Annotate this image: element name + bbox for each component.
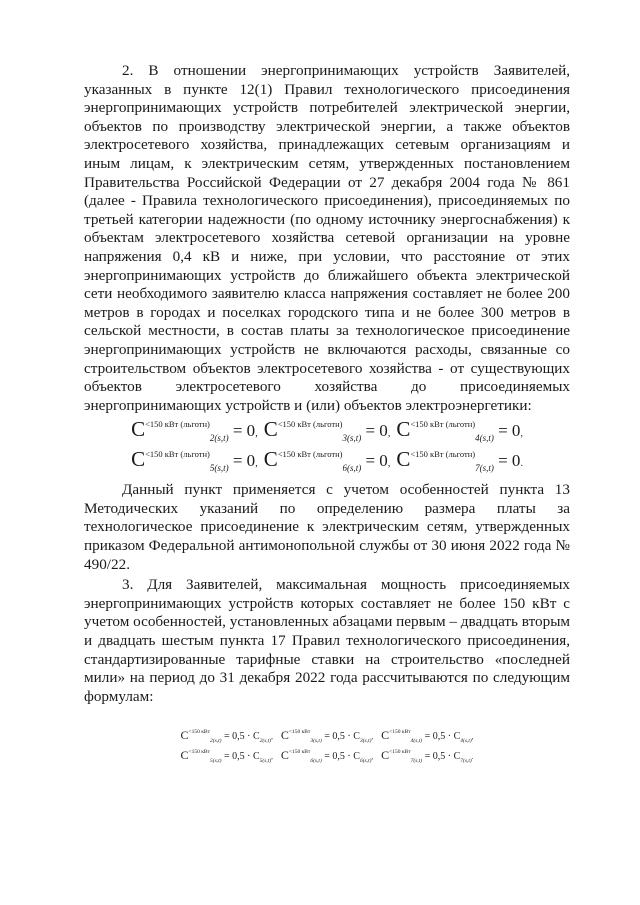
- paragraph-3-text: 3. Для Заявителей, максимальная мощность присоединяемых энергопринимающих устройств которых составляет не более 150 кВт с учетом особенностей, установленных абзацами первым – двадцать вторым и двадцать шестым пункта 17 Правил технологического присоединения, стандартизированные тарифные ставки на строительство «последней мили» на период до 31 декабря 2022 года рассчитываются по следующим формулам:: [84, 576, 571, 705]
- formula-c2-half: $C^{<150 кВт}_{2(s,t)} = 0,5 \cdot C_{2(s,t)}$,: [180, 728, 273, 745]
- formula-c6-zero: $C^{<150 кВт (льготн)}_{6(s,t)} = 0$,: [263, 447, 391, 474]
- formula-row-1: [84, 417, 570, 443]
- formula-c7-zero: $C^{<150 кВт (льготн)}_{7(s,t)} = 0$.: [396, 447, 523, 474]
- formula-c7-half: $C^{<150 кВт}_{7(s,t)} = 0,5 \cdot C_{7(s,t)}$.: [381, 748, 474, 765]
- formula-c4-half: $C^{<150 кВт}_{4(s,t)} = 0,5 \cdot C_{4(s,t)}$,: [381, 728, 474, 745]
- formula-c4-zero: $C^{<150 кВт (льготн)}_{4(s,t)} = 0$,: [396, 417, 523, 444]
- formula-c3-zero: $C^{<150 кВт (льготн)}_{3(s,t)} = 0$,: [263, 417, 391, 444]
- formula-row-4: [84, 748, 570, 764]
- paragraph-2-note: [84, 481, 570, 574]
- paragraph-2-note-text: Данный пункт применяется с учетом особенностей пункта 13 Методических указаний по определению размера платы за технологическое присоединение к электрическим сетям, утвержденных приказом Федеральной антимонопольной службы от 30 июня 2022 года № 490/22.: [84, 481, 570, 573]
- document-page: [84, 62, 570, 764]
- formula-c6-half: $C^{<150 кВт}_{6(s,t)} = 0,5 \cdot C_{6(s,t)}$,: [280, 748, 374, 765]
- paragraph-2-text: 2. В отношении энергопринимающих устройств Заявителей, указанных в пункте 12(1) Правил технологического присоединения энергопринимающих устройств потребителей электрической энергии, объектов по производству электрической энергии, а также объектов электросетевого хозяйства, принадлежащих сетевым организациям и иным лицам, к электрическим сетям, утвержденных постановлением Правительства Российской Федерации от 27 декабря 2004 года № 861 (далее - Правила технологического присоединения), присоединяемых по третьей категории надежности (по одному источнику энергоснабжения) к объектам электросетевого хозяйства сетевой организации на уровне напряжения 0,4 кВ и ниже, при условии, что расстояние от этих энергопринимающих устройств до ближайшего объекта электрической сети необходимого заявителю класса напряжения составляет не более 200 метров в городах и поселках городского типа и не более 300 метров в сельской местности, в состав платы за технологическое присоединение энергопринимающих устройств не включаются расходы, связанные со строительством объектов электросетевого хозяйства - от существующих объектов электросетевого хозяйства до присоединяемых энергопринимающих устройств и (или) объектов электроэнергетики:: [84, 62, 570, 414]
- formula-row-2: [84, 447, 570, 473]
- half-formulas: [84, 728, 570, 764]
- formula-row-3: [84, 728, 570, 744]
- formula-c3-half: $C^{<150 кВт}_{3(s,t)} = 0,5 \cdot C_{3(s,t)}$,: [280, 728, 374, 745]
- formula-c5-half: $C^{<150 кВт}_{5(s,t)} = 0,5 \cdot C_{5(s,t)}$,: [180, 748, 273, 765]
- paragraph-2: [84, 62, 570, 415]
- formula-c2-zero: $C^{<150 кВт (льготн)}_{2(s,t)} = 0$,: [131, 417, 258, 444]
- formula-c5-zero: $C^{<150 кВт (льготн)}_{5(s,t)} = 0$,: [131, 447, 258, 474]
- zero-formulas: [84, 417, 570, 473]
- paragraph-3: [84, 576, 570, 706]
